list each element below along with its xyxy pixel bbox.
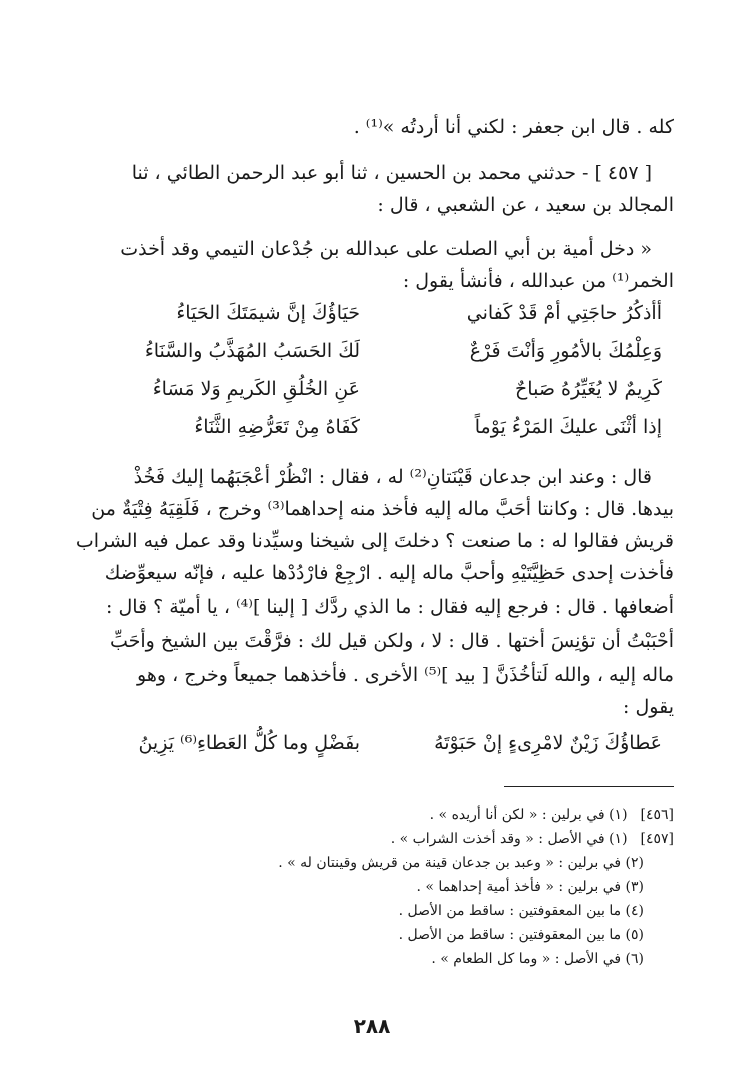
text-line: الخمر⁽¹⁾ من عبدالله ، فأنشأ يقول : (402, 270, 674, 292)
footnote-text: (١) في الأصل : « وقد أخذت الشراب » . (390, 831, 628, 847)
verse-hemistich: بفَضْلٍ وما كُلُّ العَطاءِ⁽⁶⁾ يَزِينُ (138, 732, 360, 754)
verse-hemistich: كَرِيمٌ لا يُغَيِّرُهُ صَباحٌ (515, 378, 662, 400)
footnote-tag: [٤٥٦] (640, 807, 674, 823)
text-line: [ ٤٥٧ ] - حدثني محمد بن الحسين ، ثنا أبو عبد الرحمن الطائي ، ثنا (131, 162, 652, 184)
verse-hemistich: أأذكُرُ حاجَتِي أمْ قَدْ كَفاني (466, 302, 662, 324)
footnote: (٥) ما بين المعقوفتين : ساقط من الأصل . (398, 927, 644, 943)
verse-hemistich: كَفَاهُ مِنْ تَعَرُّضِهِ الثَّنَاءُ (194, 416, 360, 438)
footnote: (٦) في الأصل : « وما كل الطعام » . (431, 951, 644, 967)
text-line: قريش فقالوا له : ما صنعت ؟ دخلتَ إلى شيخنا وسيِّدنا وقد عمل فيه الشراب (75, 530, 674, 552)
page-number: ٢٨٨ (353, 1014, 391, 1038)
text-line: قال : وعند ابن جدعان قَيْنَتانِ⁽²⁾ له ، فقال : انْظُرْ أعْجَبَهُما إليك فَخُذْ (133, 466, 652, 488)
footnote-divider (504, 786, 674, 787)
footnote (70, 828, 674, 850)
verse-hemistich: إذا أثْنَى عليكَ المَرْءُ يَوْماً (474, 416, 662, 438)
text-line: المجالد بن سعيد ، عن الشعبي ، قال : (377, 194, 674, 216)
verse-hemistich: حَيَاؤُكَ إنَّ شيمَتَكَ الحَيَاءُ (176, 302, 360, 324)
footnote-text: (١) في برلين : « لكن أنا أريده » . (429, 807, 628, 823)
verse-row (90, 334, 662, 368)
text-line: أضعافها . قال : فرجع إليه فقال : ما الذي ردَّك [ إلينا ]⁽⁴⁾ ، يا أميّة ؟ قال : (106, 596, 674, 618)
verse-hemistich: لَكَ الحَسَبُ المُهَذَّبُ والسَّنَاءُ (144, 340, 360, 362)
verse-hemistich: وَعِلْمُكَ بالأمُورِ وَأنْتَ فَرْعٌ (469, 340, 662, 362)
verse-row (90, 410, 662, 444)
footnote: (٢) في برلين : « وعبد بن جدعان قينة من قريش وقينتان له » . (278, 855, 644, 871)
verse-hemistich: عَنِ الخُلُقِ الكَريمِ وَلا مَسَاءُ (152, 378, 360, 400)
verse-row (90, 296, 662, 330)
text-line: « دخل أمية بن أبي الصلت على عبدالله بن جُدْعان التيمي وقد أخذت (120, 238, 652, 260)
verse-hemistich: عَطاؤُكَ زَيْنٌ لامْرِىءٍ إنْ حَبَوْتَهُ (434, 732, 662, 754)
text-line: كله . قال ابن جعفر : لكني أنا أردتُه »⁽¹⁾ . (353, 116, 674, 138)
text-line: بيدها. قال : وكانتا أحَبَّ ماله إليه فأخذ منه إحداهما⁽³⁾ وخرج ، فَلَقِيَهُ فِتْيَةٌ من (91, 498, 674, 520)
footnote (70, 804, 674, 826)
footnote-tag: [٤٥٧] (640, 831, 674, 847)
footnote: (٣) في برلين : « فأخذ أمية إحداهما » . (416, 879, 644, 895)
verse-row (90, 372, 662, 406)
verse-row (90, 726, 662, 760)
text-line: ماله إليه ، والله لَتأْخُذَنَّ [ بيد ]⁽⁵⁾ الأخرى . فأخذهما جميعاً وخرج ، وهو (137, 664, 674, 686)
text-line: يقول : (623, 696, 674, 718)
text-line: أحْبَبْتُ أن تؤنِسَ أختها . قال : لا ، ولكن قيل لك : فرَّقْتَ بين الشيخ وأحَبِّ (109, 630, 674, 652)
footnote: (٤) ما بين المعقوفتين : ساقط من الأصل . (398, 903, 644, 919)
text-line: فأخذت إحدى حَظِيَّتَيْهِ وأحبَّ ماله إليه . ارْجِعْ فارْدُدْها عليه ، فإنّه سيعوِّضك (104, 562, 674, 584)
